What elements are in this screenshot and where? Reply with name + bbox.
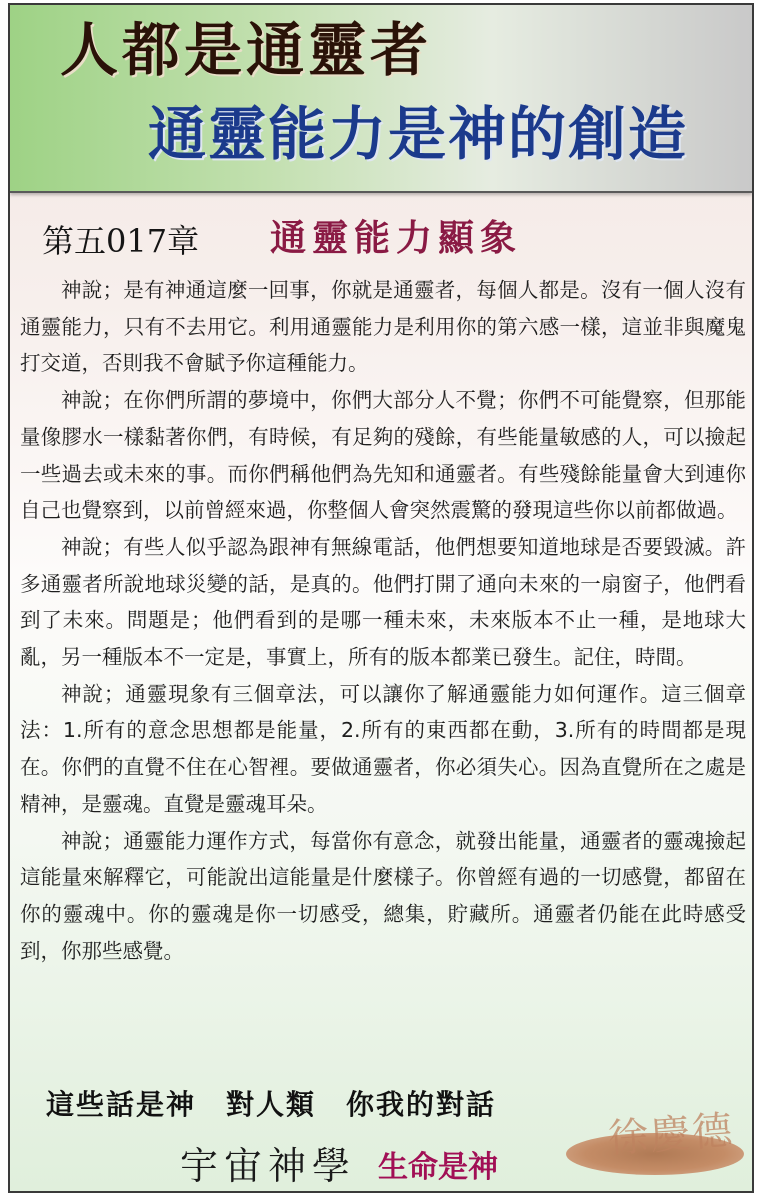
paragraph: 神說；通靈能力運作方式，每當你有意念，就發出能量，通靈者的靈魂撿起這能量來解釋它，可能說出這能量是什麼樣子。你曾經有過的一切感覺，都留在你的靈魂中。你的靈魂是你一切感受，總集，貯藏所。通靈者仍能在此時感受到，你那些感覺。 — [20, 828, 746, 963]
article-body — [20, 272, 746, 969]
title-banner — [10, 5, 752, 193]
chapter-title: 通靈能力顯象 — [270, 217, 523, 259]
headline-secondary: 通靈能力是神的創造 — [148, 100, 689, 168]
headline-primary: 人都是通靈者 — [60, 16, 433, 84]
chapter-number: 第五017章 — [42, 222, 200, 260]
page-frame — [8, 3, 754, 1193]
paragraph: 神說；通靈現象有三個章法，可以讓你了解通靈能力如何運作。這三個章法：1.所有的意念思想都是能量，2.所有的東西都在動，3.所有的時間都是現在。你們的直覺不住在心智裡。要做通靈者，你必須失心。因為直覺所在之處是精神，是靈魂。直覺是靈魂耳朵。 — [20, 681, 746, 816]
footer-slogan: 生命是神 — [378, 1150, 498, 1185]
paragraph: 神說；是有神通這麼一回事，你就是通靈者，每個人都是。沒有一個人沒有通靈能力，只有不去用它。利用通靈能力是利用你的第六感一樣，這並非與魔鬼打交道，否則我不會賦予你這種能力。 — [20, 278, 746, 376]
paragraph: 神說；在你們所謂的夢境中，你們大部分人不覺；你們不可能覺察，但那能量像膠水一樣黏著你們，有時候，有足夠的殘餘，有些能量敏感的人，可以撿起一些過去或未來的事。而你們稱他們為先知和通靈者。有些殘餘能量會大到連你自己也覺察到，以前曾經來過，你整個人會突然震驚的發現這些你以前都做過。 — [20, 388, 746, 523]
author-signature: 徐慶德 — [606, 1107, 736, 1163]
footer-dialogue-line: 這些話是神 對人類 你我的對話 — [46, 1088, 497, 1121]
paragraph: 神說；有些人似乎認為跟神有無線電話，他們想要知道地球是否要毀滅。許多通靈者所說地球災變的話，是真的。他們打開了通向未來的一扇窗子，他們看到了未來。問題是；他們看到的是哪一種未來，未來版本不止一種，是地球大亂，另一種版本不一定是，事實上，所有的版本都業已發生。記住，時間。 — [20, 534, 746, 670]
footer-brand: 宇宙神學 — [180, 1144, 357, 1188]
